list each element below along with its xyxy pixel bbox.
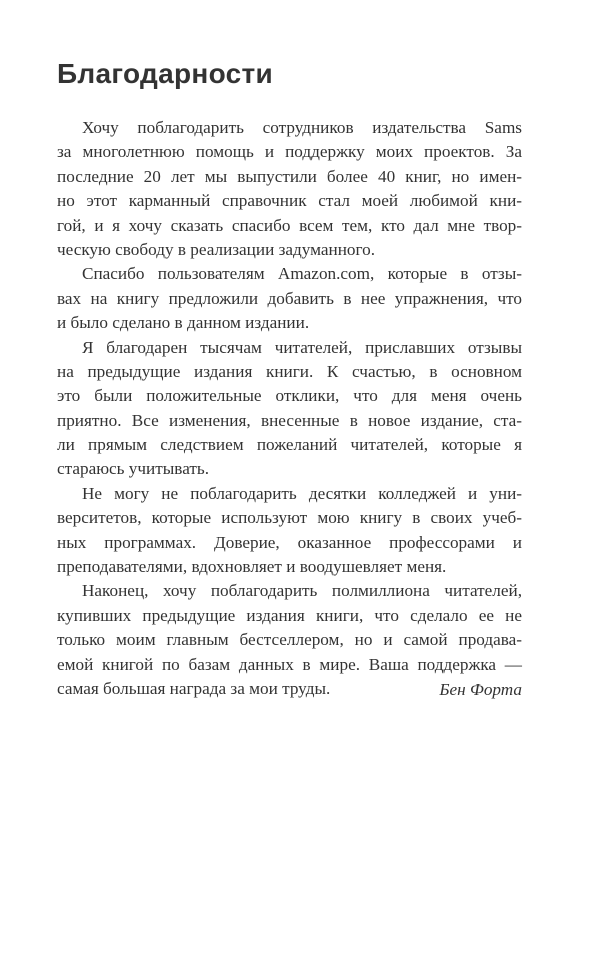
text-line: Спасибо пользователям Amazon.com, которые в отзы- bbox=[82, 264, 522, 284]
text-line: Не могу не поблагодарить десятки колледжей и уни- bbox=[82, 483, 522, 503]
paragraph bbox=[57, 116, 522, 262]
text-line: вах на книгу предложили добавить в нее упражнения, что bbox=[57, 288, 522, 308]
text-line: Наконец, хочу поблагодарить полмиллиона читателей, bbox=[82, 581, 522, 601]
text-line: но этот карманный справочник стал моей любимой кни- bbox=[57, 191, 522, 211]
text-line: Хочу поблагодарить сотрудников издательства Sams bbox=[82, 118, 522, 137]
text-line: емой книгой по базам данных в мире. Ваша поддержка — bbox=[57, 654, 522, 674]
text-line: и было сделано в данном издании. bbox=[57, 313, 310, 333]
text-line: ных программах. Доверие, оказанное профессорами и bbox=[57, 532, 522, 552]
text-line: это были положительные отклики, что для меня очень bbox=[57, 386, 522, 406]
text-line: стараюсь учитывать. bbox=[57, 459, 210, 479]
text-line: только моим главным бестселлером, но и самой продава- bbox=[57, 630, 522, 650]
text-line: ли прямым следствием пожеланий читателей, которые я bbox=[57, 435, 522, 455]
paragraph bbox=[57, 262, 522, 335]
text-line: купивших предыдущие издания книги, что сделало ее не bbox=[57, 605, 522, 625]
text-line: самая большая награда за мои труды. bbox=[57, 678, 331, 698]
text-line: на предыдущие издания книги. К счастью, в основном bbox=[57, 361, 522, 381]
paragraph bbox=[57, 336, 522, 482]
text-line: последние 20 лет мы выпустили более 40 книг, но имен- bbox=[57, 166, 522, 186]
page-title: Благодарности bbox=[57, 58, 274, 89]
text-line: за многолетнюю помощь и поддержку моих проектов. За bbox=[57, 142, 522, 162]
paragraph bbox=[57, 482, 522, 580]
text-line: приятно. Все изменения, внесенные в новое издание, ста- bbox=[57, 410, 522, 430]
text-line: ческую свободу в реализации задуманного. bbox=[57, 239, 375, 259]
body-text bbox=[57, 116, 522, 701]
text-line: преподавателями, вдохновляет и воодушевляет меня. bbox=[57, 557, 447, 577]
signature: Бен Форта bbox=[439, 680, 522, 699]
text-line: Я благодарен тысячам читателей, приславших отзывы bbox=[82, 337, 522, 357]
text-line: гой, и я хочу сказать спасибо всем тем, кто дал мне твор- bbox=[57, 215, 522, 235]
text-line: верситетов, которые используют мою книгу в своих учеб- bbox=[57, 508, 522, 528]
